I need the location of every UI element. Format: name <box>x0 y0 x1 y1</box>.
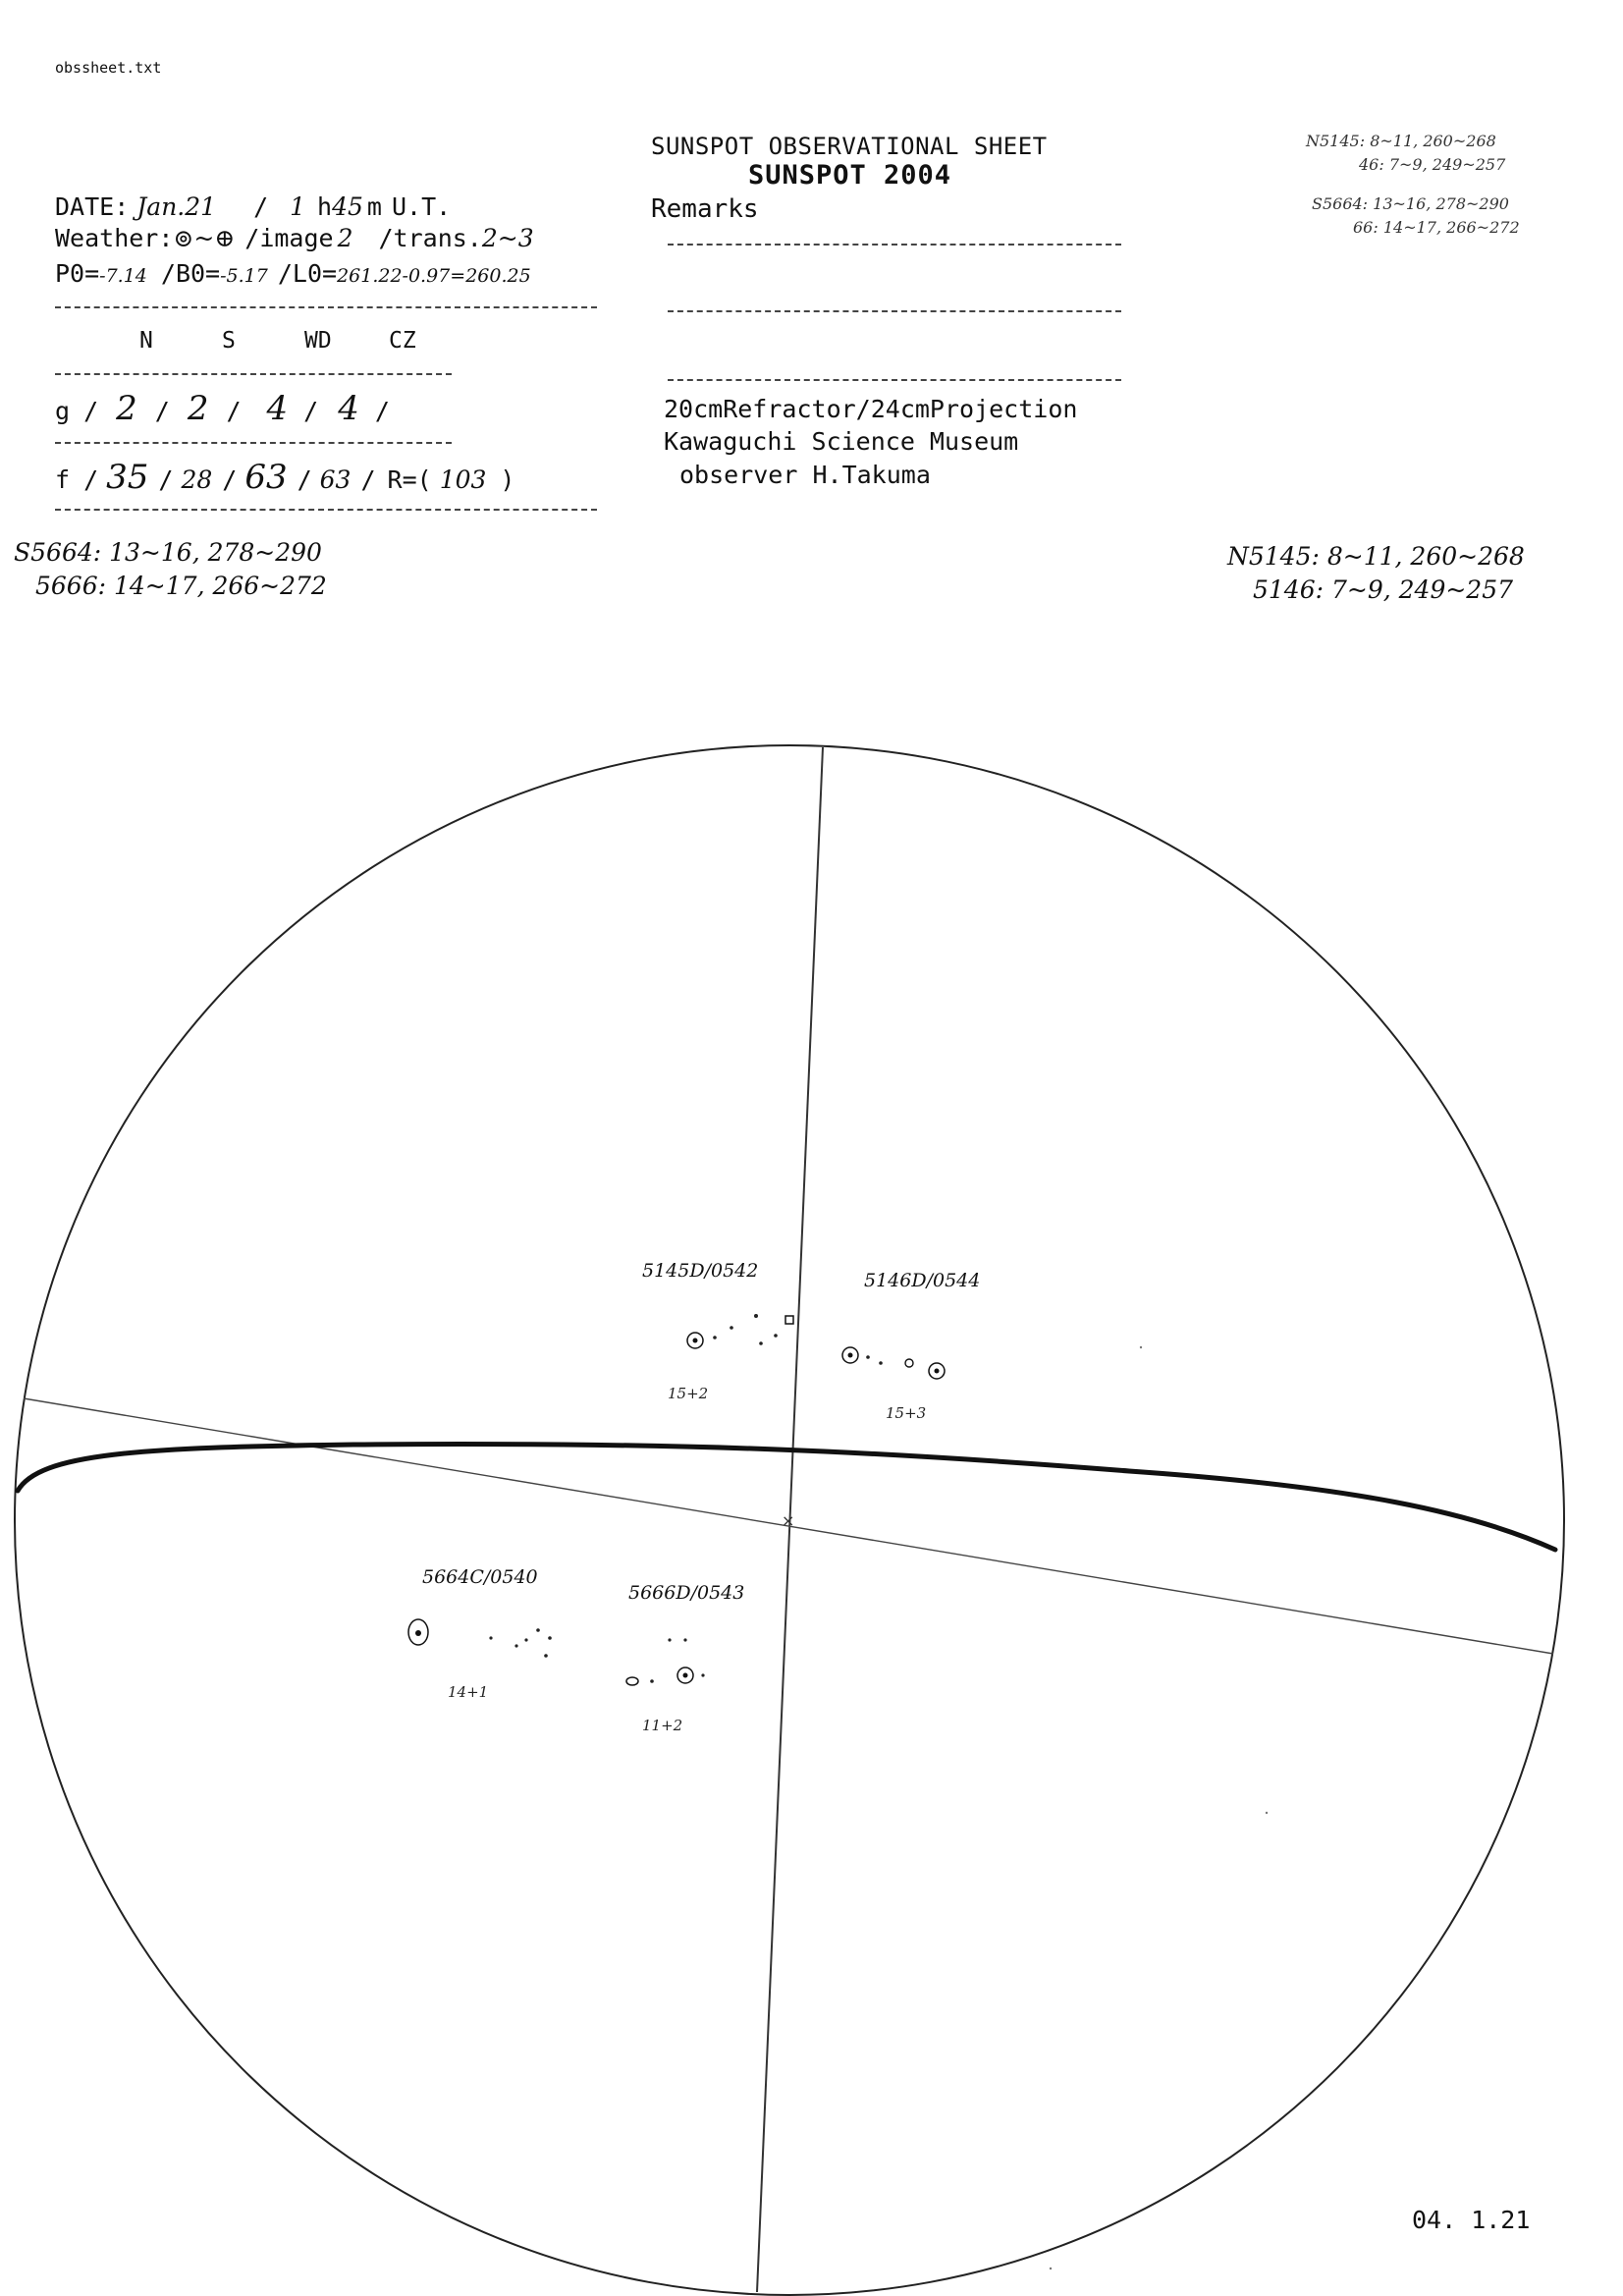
sunspot-dot <box>701 1673 704 1676</box>
note-right: 5146: 7~9, 249~257 <box>1253 575 1514 604</box>
group-label: 5666D/0543 <box>628 1582 745 1604</box>
note-top-right: S5664: 13~16, 278~290 <box>1312 194 1509 213</box>
sunspot-umbra <box>693 1339 698 1343</box>
sunspot-dot <box>536 1628 540 1632</box>
f-cz-value: 63 <box>319 465 352 494</box>
note-right: N5145: 8~11, 260~268 <box>1227 542 1525 571</box>
l0-label: /L0= <box>277 259 338 288</box>
sunspot-group-5145 <box>642 1260 793 1402</box>
g-n-value: 2 <box>116 389 137 428</box>
sunspot-dot <box>524 1638 527 1641</box>
b0-value: -5.17 <box>220 265 268 287</box>
g-wd-value: 4 <box>266 389 289 428</box>
site-text: Kawaguchi Science Museum <box>664 427 1019 456</box>
date-minute: 45 <box>332 192 363 221</box>
sunspot-umbra <box>935 1369 940 1374</box>
l0-value: 261.22-0.97=260.25 <box>337 265 531 287</box>
sheet-title: SUNSPOT OBSERVATIONAL SHEET <box>651 133 1048 160</box>
note-left: 5666: 14~17, 266~272 <box>35 572 327 600</box>
sunspot-dot <box>774 1334 778 1338</box>
sunspot-penumbra <box>626 1677 638 1685</box>
sunspot-penumbra <box>905 1359 913 1367</box>
group-label: 5146D/0544 <box>864 1270 981 1291</box>
date-separator: / <box>253 192 269 221</box>
note-left: S5664: 13~16, 278~290 <box>14 538 322 567</box>
group-count: 15+3 <box>886 1404 927 1422</box>
sunspot-dot <box>759 1341 763 1345</box>
trans-value: 2~3 <box>481 224 534 252</box>
stamp-date: 04. 1.21 <box>1412 2206 1531 2234</box>
sunspot-dot <box>754 1314 758 1318</box>
r-close: ) <box>500 465 515 494</box>
col-header-cz: CZ <box>389 328 416 354</box>
utc-label: U.T. <box>391 192 452 221</box>
group-count: 11+2 <box>642 1717 683 1734</box>
scan-speck <box>1050 2268 1052 2269</box>
g-cz-value: 4 <box>338 389 359 428</box>
observer-text: observer H.Takuma <box>679 461 931 489</box>
group-count: 15+2 <box>668 1385 709 1402</box>
sunspot-dot <box>683 1638 686 1641</box>
weather-label: Weather: <box>55 224 174 252</box>
sunspot-umbra <box>848 1353 853 1358</box>
p0-label: P0= <box>55 259 100 288</box>
sheet-subtitle: SUNSPOT 2004 <box>748 160 952 191</box>
col-header-wd: WD <box>304 328 332 354</box>
sunspot-group-5664 <box>408 1566 552 1701</box>
sunspot-dot <box>730 1326 733 1330</box>
f-label: f <box>55 465 71 494</box>
horizon-curve <box>18 1444 1555 1550</box>
group-count: 14+1 <box>448 1683 489 1701</box>
f-n-value: 35 <box>106 458 149 497</box>
group-label: 5145D/0542 <box>642 1260 759 1282</box>
date-hour: 1 <box>290 192 306 221</box>
image-label: /image <box>244 224 334 252</box>
sunspot-dot <box>514 1644 517 1647</box>
sunspot-dot <box>713 1336 717 1339</box>
group-label: 5664C/0540 <box>422 1566 538 1588</box>
note-top-right: N5145: 8~11, 260~268 <box>1306 132 1496 150</box>
file-name: obssheet.txt <box>55 59 162 77</box>
sunspot-penumbra <box>785 1316 793 1324</box>
date-value: Jan.21 <box>136 192 217 221</box>
sunspot-dot <box>879 1361 883 1365</box>
sunspot-group-5666 <box>626 1582 744 1734</box>
f-s-value: 28 <box>181 465 213 494</box>
col-header-n: N <box>139 328 153 354</box>
sunspot-dot <box>548 1636 552 1640</box>
sunspot-dot <box>489 1636 492 1639</box>
remarks-label: Remarks <box>651 194 759 224</box>
b0-label: /B0= <box>160 259 221 288</box>
r-value: 103 <box>439 465 487 494</box>
sunspot-group-5146 <box>842 1270 980 1422</box>
sunspot-dot <box>668 1638 671 1641</box>
sunspot-umbra <box>683 1673 688 1678</box>
g-label: g <box>55 397 71 425</box>
sunspot-dot <box>866 1355 870 1359</box>
col-header-s: S <box>222 328 236 354</box>
p0-value: -7.14 <box>99 265 147 287</box>
g-s-value: 2 <box>187 389 209 428</box>
weather-value: ⊚~⊕ <box>173 224 236 252</box>
disk-center-mark: × <box>782 1511 795 1530</box>
sunspot-umbra <box>415 1630 421 1636</box>
scan-speck <box>1266 1812 1268 1814</box>
f-wd-value: 63 <box>244 458 288 497</box>
r-label: R=( <box>387 465 432 494</box>
note-top-right: 46: 7~9, 249~257 <box>1359 155 1506 174</box>
trans-label: /trans. <box>378 224 482 252</box>
equipment-text: 20cmRefractor/24cmProjection <box>664 395 1078 423</box>
g-row: g / 2 / 2 / 4 / 4 / <box>55 389 390 428</box>
sunspot-dot <box>544 1654 548 1658</box>
image-value: 2 <box>337 224 353 252</box>
note-top-right: 66: 14~17, 266~272 <box>1353 218 1520 237</box>
f-row: f / 35 / 28 / 63 / 63 / R=( 103 ) <box>55 458 515 497</box>
minute-unit: m <box>366 192 382 221</box>
date-label: DATE: <box>55 192 130 221</box>
hour-unit: h <box>317 192 333 221</box>
sunspot-dot <box>650 1679 654 1683</box>
scan-speck <box>1140 1346 1142 1348</box>
